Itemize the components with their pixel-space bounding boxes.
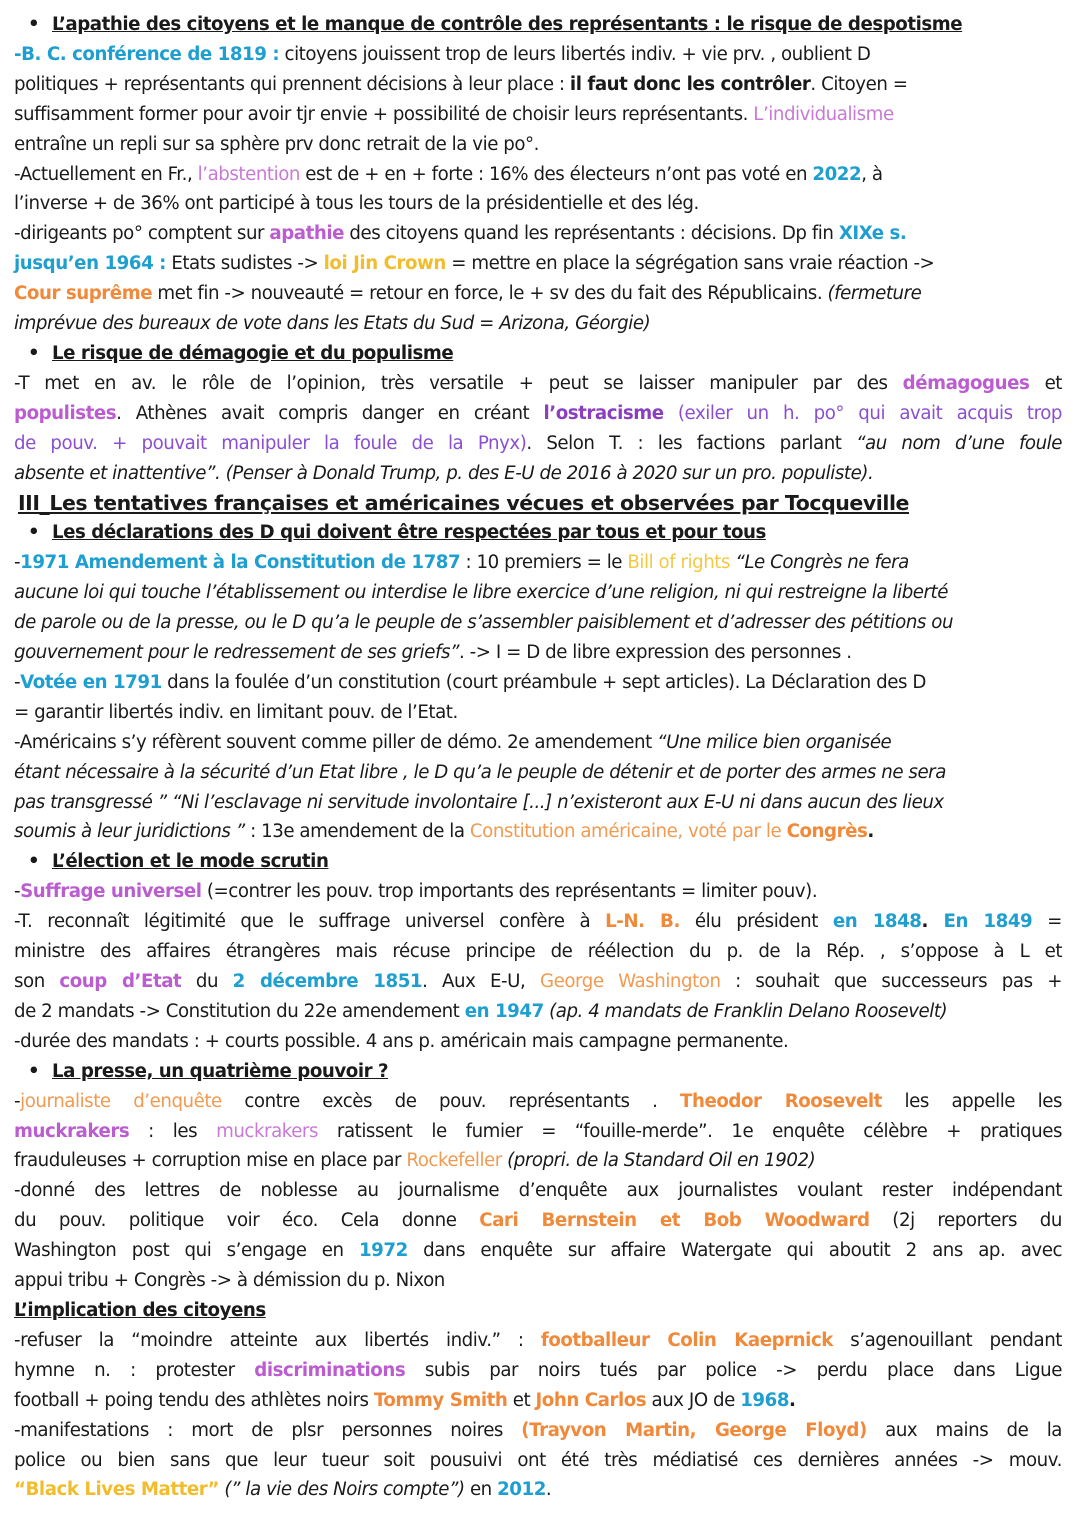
text-segment: Le risque de démagogie et du populisme (52, 342, 454, 364)
text-line (14, 189, 1062, 219)
subheading (14, 339, 1062, 369)
text-segment: “Black Lives Matter” (14, 1479, 220, 1501)
text-segment: Theodor Roosevelt (680, 1090, 882, 1112)
text-line (14, 219, 1062, 249)
text-segment: . Selon T. : les factions parlant (526, 432, 857, 454)
text-segment: Tommy Smith (373, 1389, 508, 1411)
text-segment: apathie (269, 223, 345, 245)
text-line (14, 1475, 1062, 1505)
text-segment: entraîne un repli sur sa sphère prv donc retrait de la vie po°. (14, 133, 540, 155)
text-segment: imprévue des bureaux de vote dans les Etats du Sud = Arizona, Géorgie) (14, 313, 651, 335)
text-line (14, 1386, 1062, 1416)
text-segment: démagogues (902, 372, 1030, 394)
text-segment: populistes (14, 402, 117, 424)
text-segment: . -> I = D de libre expression des personnes . (458, 642, 852, 664)
text-segment: de 2 mandats -> Constitution du 22e amendement (14, 1000, 465, 1022)
text-segment: du pouv. politique voir éco. Cela donne (14, 1210, 480, 1232)
text-segment: s’agenouillant pendant (832, 1329, 1062, 1351)
text-segment: Rockefeller (406, 1150, 502, 1172)
text-line (14, 1087, 1062, 1117)
text-segment: contre excès de pouv. représentants . (221, 1090, 681, 1112)
text-line (14, 638, 1062, 668)
text-segment: coup d’Etat (59, 971, 182, 992)
text-segment: police ou bien sans que leur tueur soit pousuivi ont été très médiatisé ces dernières années -> mouv. (14, 1449, 1062, 1471)
text-segment: Etats sudistes -> (165, 253, 324, 275)
text-segment: . (545, 1479, 552, 1501)
text-segment: en (464, 1479, 498, 1501)
text-segment: élu président (679, 911, 833, 933)
text-segment: . Aux E-U, (422, 971, 540, 992)
text-line (14, 1356, 1062, 1386)
text-segment: . (921, 911, 944, 933)
text-segment: subis par noirs tués par police -> perdu place dans Ligue (405, 1359, 1062, 1381)
text-segment: politiques + représentants qui prennent décisions à leur place : (14, 73, 570, 95)
text-segment: 1971 Amendement à la Constitution de 1787 (20, 552, 461, 574)
text-segment: = (1032, 911, 1062, 933)
text-segment: citoyens jouissent trop de leurs libertés indiv. + vie prv. , oublient D (279, 43, 871, 65)
text-line (14, 399, 1062, 429)
text-segment: : 10 premiers = le (460, 552, 628, 574)
text-segment: L’implication des citoyens (14, 1299, 266, 1321)
text-line (14, 160, 1062, 190)
text-segment: de parole ou de la presse, ou le D qu’a le peuple de s’assembler paisiblement et d’adresser des pétitions ou (14, 612, 954, 634)
text-segment: , à (861, 163, 883, 185)
text-segment: footballeur Colin Kaeprnick (540, 1329, 833, 1351)
text-segment: III_Les tentatives françaises et américaines vécues et observées par Tocqueville (18, 490, 909, 515)
subheading (14, 10, 1062, 40)
text-line (14, 1027, 1062, 1057)
text-segment: pas transgressé ” “Ni l’esclavage ni servitude involontaire [...] n’existeront aux E-U ni dans aucun des lieux (14, 791, 944, 813)
text-segment: loi Jin Crown (323, 253, 446, 275)
text-segment: = mettre en place la ségrégation sans vraie réaction -> (445, 253, 935, 275)
text-line (14, 279, 1062, 309)
text-segment: -durée des mandats : + courts possible. 4 ans p. américain mais campagne permanente. (14, 1030, 789, 1052)
text-segment: du (181, 971, 233, 992)
text-segment: muckrakers (14, 1120, 130, 1142)
text-segment: En 1849 (943, 911, 1033, 933)
text-segment: Bill of rights (627, 552, 731, 574)
text-segment: L’apathie des citoyens et le manque de contrôle des représentants : le risque de despotisme (52, 14, 963, 35)
text-segment: . (867, 821, 874, 843)
text-segment: “au nom d’une foule (856, 432, 1062, 454)
text-segment: 2012 (497, 1479, 546, 1501)
text-line (14, 1416, 1062, 1446)
text-line (14, 1176, 1062, 1206)
subheading (14, 1296, 1062, 1326)
text-segment: . Citoyen = (810, 73, 908, 95)
text-segment: et (1029, 372, 1062, 394)
text-segment: (” la vie des Noirs compte”) (219, 1479, 465, 1501)
text-segment: aux mains de la (866, 1419, 1062, 1441)
text-segment: (2j reporters du (869, 1210, 1062, 1232)
text-segment: frauduleuses + corruption mise en place par (14, 1150, 407, 1172)
text-line (14, 1117, 1062, 1147)
text-segment: L-N. B. (605, 911, 680, 933)
text-segment: John Carlos (535, 1389, 647, 1411)
text-segment: “Une milice bien organisée (657, 731, 892, 753)
text-segment: XIXe s. (838, 223, 907, 245)
text-segment: -T met en av. le rôle de l’opinion, très versatile + peut se laisser manipuler par des (14, 372, 903, 394)
text-segment: : les (129, 1120, 217, 1142)
text-segment: - (14, 881, 21, 903)
text-segment: il faut donc les contrôler (569, 73, 811, 95)
text-segment: aux JO de (646, 1389, 741, 1411)
bullet-icon: • (28, 342, 40, 364)
text-line (14, 967, 1062, 997)
text-line (14, 907, 1062, 937)
text-segment: : souhait que successeurs pas + (720, 971, 1062, 992)
text-segment: en 1848 (832, 911, 922, 933)
text-segment: Washington post qui s’engage en (14, 1240, 359, 1262)
bullet-icon: • (28, 14, 40, 35)
text-segment: (=contrer les pouv. trop importants des représentants = limiter pouv). (201, 881, 818, 903)
text-line (14, 548, 1062, 578)
subheading (14, 1057, 1062, 1087)
text-segment: -dirigeants po° comptent sur (14, 223, 270, 245)
text-segment: -donné des lettres de noblesse au journalisme d’enquête aux journalistes voulant rester indépendant (14, 1180, 1062, 1202)
text-segment: jusqu’en 1964 : (14, 253, 166, 275)
text-line (14, 70, 1062, 100)
text-segment: -refuser la “moindre atteinte aux libertés indiv.” : (14, 1329, 541, 1351)
section-heading (14, 489, 1062, 519)
text-line (14, 1236, 1062, 1266)
text-segment: L’élection et le mode scrutin (52, 851, 329, 873)
text-line (14, 997, 1062, 1027)
text-segment: “Le Congrès ne fera (730, 552, 909, 574)
text-segment: ministre des affaires étrangères mais récuse principe de réélection du p. de la Rép. , s’oppose à L et (14, 941, 1062, 963)
text-segment: L’individualisme (753, 103, 894, 125)
text-segment: . (789, 1389, 796, 1411)
text-segment: Cour suprême (14, 283, 153, 305)
text-line (14, 758, 1062, 788)
text-line (14, 40, 1062, 70)
text-line (14, 877, 1062, 907)
text-segment: Les déclarations des D qui doivent être respectées par tous et pour tous (52, 522, 766, 544)
text-segment: aucune loi qui touche l’établissement ou interdise le libre exercice d’une religion, ni qui restreigne la liberté (14, 582, 948, 604)
bullet-icon: • (28, 522, 40, 544)
text-segment: Cari Bernstein et Bob Woodward (479, 1210, 870, 1232)
text-segment: (propri. de la Standard Oil en 1902) (501, 1150, 816, 1172)
text-segment: en 1947 (464, 1000, 544, 1022)
text-segment: (ap. 4 mandats de Franklin Delano Roosevelt) (543, 1000, 948, 1022)
text-segment: discriminations (254, 1359, 406, 1381)
text-line (14, 1146, 1062, 1176)
text-segment: football + poing tendu des athlètes noirs (14, 1389, 374, 1411)
text-segment: Constitution américaine, voté par le (469, 821, 787, 843)
text-segment: -manifestations : mort de plsr personnes noires (14, 1419, 522, 1441)
subheading (14, 847, 1062, 877)
text-line (14, 130, 1062, 160)
text-segment: suffisamment former pour avoir tjr envie + possibilité de choisir leurs représentants. (14, 103, 754, 125)
text-segment: soumis à leur juridictions ” (14, 821, 245, 843)
text-segment: -Actuellement en Fr., (14, 163, 198, 185)
text-segment: La presse, un quatrième pouvoir ? (52, 1060, 389, 1082)
text-segment: ratissent le fumier = “fouille-merde”. 1e enquête célèbre + pratiques (318, 1120, 1062, 1142)
bullet-icon: • (28, 1060, 40, 1082)
text-line (14, 817, 1062, 847)
text-line (14, 698, 1062, 728)
text-segment: = garantir libertés indiv. en limitant pouv. de l’Etat. (14, 701, 458, 723)
text-line (14, 788, 1062, 818)
text-segment: les appelle les (881, 1090, 1062, 1112)
text-segment: l’abstention (197, 163, 300, 185)
text-segment: étant nécessaire à la sécurité d’un Etat libre , le D qu’a le peuple de détenir et de porter des armes ne sera (14, 761, 946, 783)
text-line (14, 578, 1062, 608)
text-line (14, 608, 1062, 638)
text-line (14, 728, 1062, 758)
text-segment: 1968 (740, 1389, 790, 1411)
text-segment: (exiler un h. po° qui avait acquis trop (663, 402, 1062, 424)
text-segment: - (14, 552, 21, 574)
text-segment: - (14, 1090, 21, 1112)
text-line (14, 249, 1062, 279)
text-segment: muckrakers (216, 1120, 318, 1142)
text-segment: Congrès (786, 821, 868, 843)
text-line (14, 100, 1062, 130)
text-line (14, 459, 1062, 489)
text-segment: 1972 (358, 1240, 408, 1262)
text-segment: appui tribu + Congrès -> à démission du p. Nixon (14, 1270, 445, 1292)
text-segment: de pouv. + pouvait manipuler la foule de la Pnyx) (14, 432, 527, 454)
text-line (14, 1326, 1062, 1356)
text-segment: absente et inattentive”. (Penser à Donald Trump, p. des E-U de 2016 à 2020 sur un pro. populiste). (14, 462, 874, 484)
text-segment: l’inverse + de 36% ont participé à tous les tours de la présidentielle et des lég. (14, 193, 699, 215)
text-segment: -Américains s’y réfèrent souvent comme piller de démo. 2e amendement (14, 731, 658, 753)
text-segment: hymne n. : protester (14, 1359, 255, 1381)
text-line (14, 668, 1062, 698)
text-segment: -T. reconnaît légitimité que le suffrage universel confère à (14, 911, 606, 933)
subheading (14, 518, 1062, 548)
text-segment: Votée en 1791 (20, 671, 162, 693)
text-segment: et (507, 1389, 536, 1411)
text-segment: George Washington (539, 971, 721, 992)
text-line (14, 1266, 1062, 1296)
text-segment: met fin -> nouveauté = retour en force, le + sv des du fait des Républicains. (152, 283, 828, 305)
text-segment: l’ostracisme (543, 402, 664, 424)
text-segment: dans la foulée d’un constitution (court préambule + sept articles). La Déclaration des D (161, 671, 926, 693)
text-segment: Suffrage universel (20, 881, 202, 903)
text-line (14, 1206, 1062, 1236)
text-segment: son (14, 971, 60, 992)
text-line (14, 1446, 1062, 1476)
text-segment: (fermeture (827, 283, 922, 305)
text-line (14, 429, 1062, 459)
text-segment: : 13e amendement de la (244, 821, 470, 843)
text-segment: . Athènes avait compris danger en créant (116, 402, 544, 424)
text-segment: -B. C. conférence de 1819 : (14, 43, 280, 65)
text-line (14, 309, 1062, 339)
bullet-icon: • (28, 851, 40, 873)
text-line (14, 937, 1062, 967)
text-segment: est de + en + forte : 16% des électeurs n’ont pas voté en (299, 163, 813, 185)
text-segment: 2022 (812, 163, 862, 185)
text-segment: des citoyens quand les représentants : décisions. Dp fin (344, 223, 839, 245)
text-line (14, 369, 1062, 399)
text-segment: dans enquête sur affaire Watergate qui aboutit 2 ans ap. avec (407, 1240, 1062, 1262)
text-segment: (Trayvon Martin, George Floyd) (521, 1419, 867, 1441)
text-segment: journaliste d’enquête (20, 1090, 222, 1112)
text-segment: 2 décembre 1851 (232, 971, 423, 992)
text-segment: - (14, 671, 21, 693)
text-segment: gouvernement pour le redressement de ses griefs” (14, 642, 459, 664)
